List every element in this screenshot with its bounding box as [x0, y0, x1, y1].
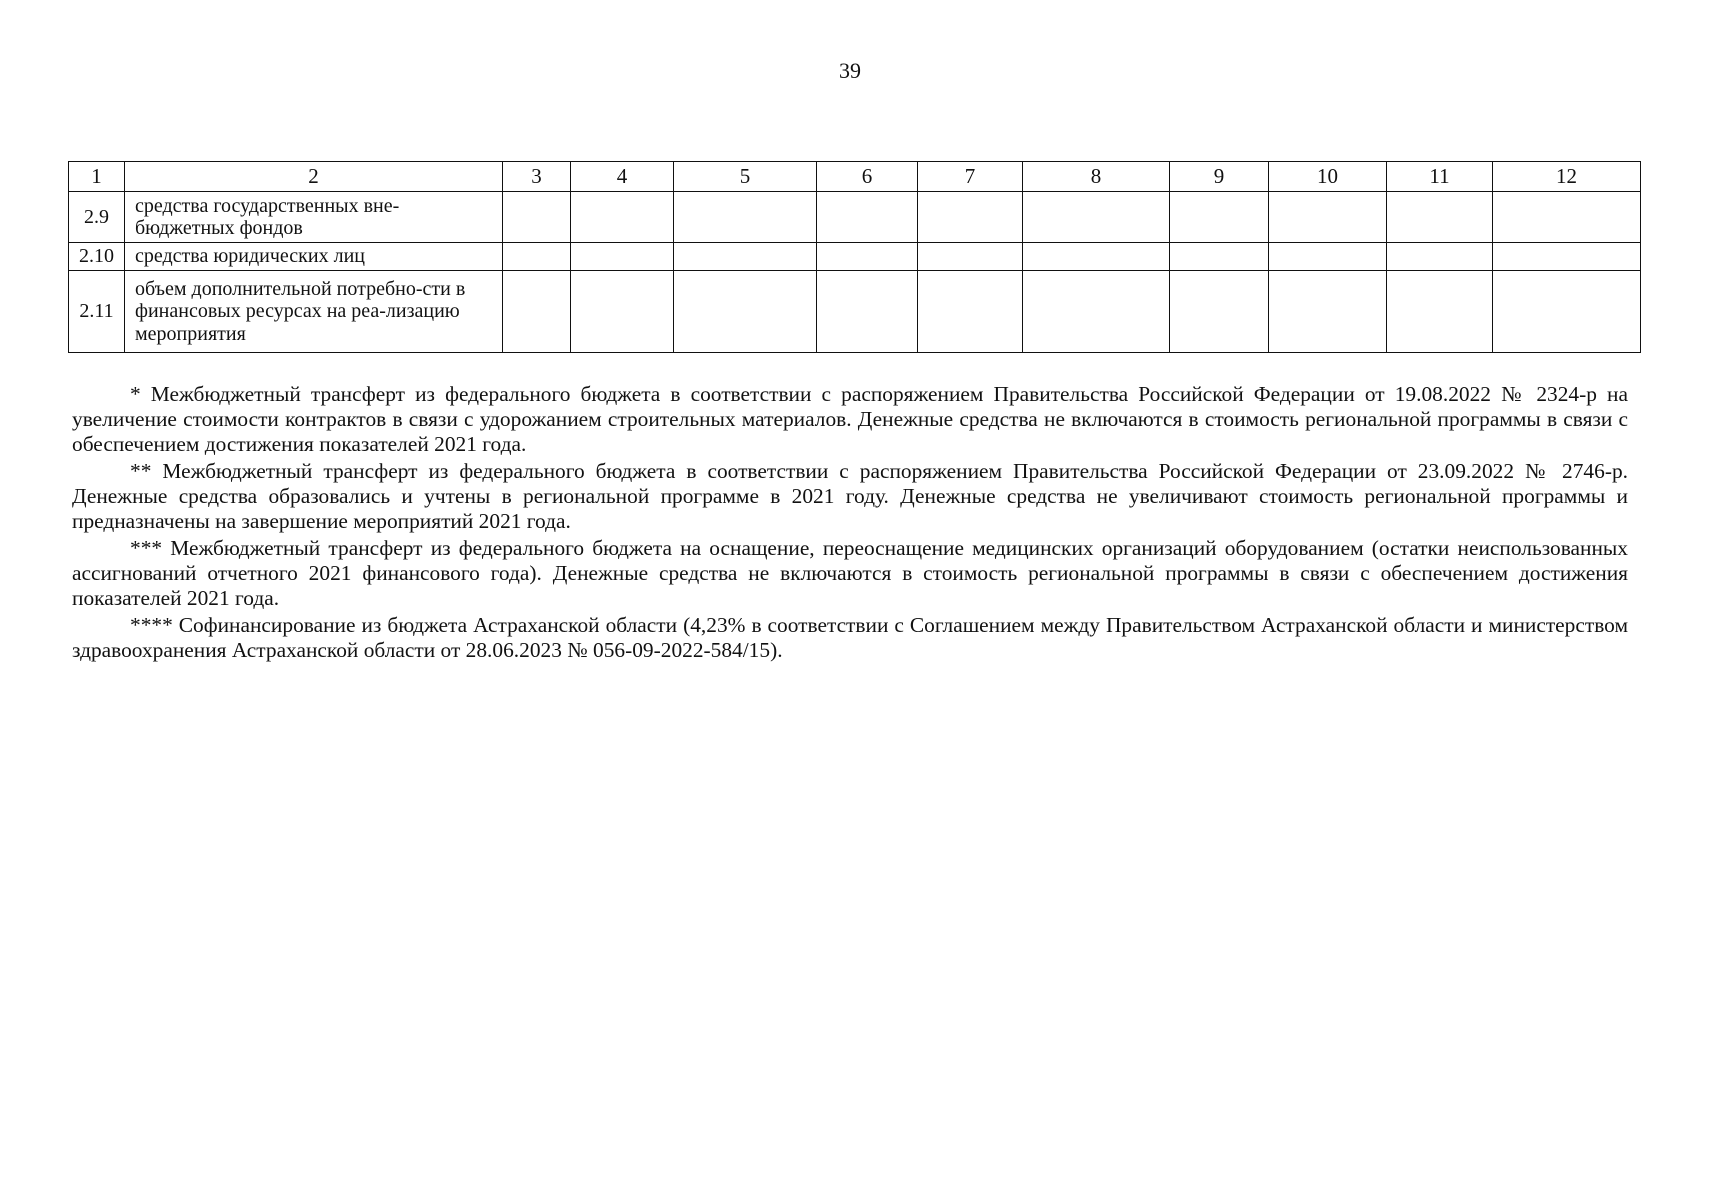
- row-number-cell: 2.9: [69, 192, 125, 243]
- table-row: [69, 192, 1641, 243]
- header-cell: 11: [1387, 162, 1493, 192]
- header-cell: 12: [1493, 162, 1641, 192]
- data-cell: [918, 243, 1023, 271]
- footnote-3: *** Межбюджетный трансферт из федерального бюджета на оснащение, переоснащение медицинских организаций оборудованием (остатки неиспользованных ассигнований отчетного 2021 финансового года). Денежные средства не включаются в стоимость региональной программы в связи с обеспечением достижения показателей 2021 года.: [72, 536, 1628, 610]
- page-number: 39: [839, 58, 861, 83]
- data-cell: [1023, 192, 1170, 243]
- data-cell: [571, 271, 674, 353]
- data-cell: [1269, 271, 1387, 353]
- row-label-cell: средства юридических лиц: [125, 243, 503, 271]
- footnote-4: **** Софинансирование из бюджета Астраханской области (4,23% в соответствии с Соглашением между Правительством Астраханской области и министерством здравоохранения Астраханской области от 28.06.2023 № 056-09-2022-584/15).: [72, 613, 1628, 662]
- footnote-1: * Межбюджетный трансферт из федерального бюджета в соответствии с распоряжением Правительства Российской Федерации от 19.08.2022 № 2324-р на увеличение стоимости контрактов в связи с удорожанием строительных материалов. Денежные средства не включаются в стоимость региональной программы в связи с обеспечением достижения показателей 2021 года.: [72, 382, 1628, 456]
- data-cell: [1170, 271, 1269, 353]
- financing-table-container: [68, 161, 1641, 353]
- data-cell: [674, 243, 817, 271]
- financing-table: [68, 161, 1641, 353]
- data-cell: [1269, 243, 1387, 271]
- header-cell: 4: [571, 162, 674, 192]
- table-header-row: [69, 162, 1641, 192]
- data-cell: [1387, 271, 1493, 353]
- data-cell: [503, 271, 571, 353]
- data-cell: [1269, 192, 1387, 243]
- data-cell: [674, 192, 817, 243]
- row-number-cell: 2.10: [69, 243, 125, 271]
- data-cell: [918, 192, 1023, 243]
- data-cell: [1387, 243, 1493, 271]
- data-cell: [503, 243, 571, 271]
- data-cell: [1493, 243, 1641, 271]
- header-cell: 5: [674, 162, 817, 192]
- data-cell: [1023, 271, 1170, 353]
- data-cell: [571, 243, 674, 271]
- table-row: [69, 243, 1641, 271]
- data-cell: [1170, 243, 1269, 271]
- data-cell: [817, 271, 918, 353]
- table-row: [69, 271, 1641, 353]
- data-cell: [817, 192, 918, 243]
- data-cell: [817, 243, 918, 271]
- data-cell: [674, 271, 817, 353]
- data-cell: [503, 192, 571, 243]
- header-cell: 6: [817, 162, 918, 192]
- footnotes: [72, 382, 1628, 665]
- header-cell: 7: [918, 162, 1023, 192]
- header-cell: 9: [1170, 162, 1269, 192]
- footnote-2: ** Межбюджетный трансферт из федерального бюджета в соответствии с распоряжением Правительства Российской Федерации от 23.09.2022 № 2746-р. Денежные средства образовались и учтены в региональной программе в 2021 году. Денежные средства не увеличивают стоимость региональной программы и предназначены на завершение мероприятий 2021 года.: [72, 459, 1628, 533]
- data-cell: [1493, 192, 1641, 243]
- header-cell: 8: [1023, 162, 1170, 192]
- row-label-cell: средства государственных вне-бюджетных фондов: [125, 192, 503, 243]
- header-cell: 2: [125, 162, 503, 192]
- header-cell: 1: [69, 162, 125, 192]
- data-cell: [1387, 192, 1493, 243]
- header-cell: 10: [1269, 162, 1387, 192]
- data-cell: [571, 192, 674, 243]
- data-cell: [918, 271, 1023, 353]
- data-cell: [1170, 192, 1269, 243]
- header-cell: 3: [503, 162, 571, 192]
- data-cell: [1023, 243, 1170, 271]
- row-number-cell: 2.11: [69, 271, 125, 353]
- data-cell: [1493, 271, 1641, 353]
- row-label-cell: объем дополнительной потребно-сти в финансовых ресурсах на реа-лизацию мероприятия: [125, 271, 503, 353]
